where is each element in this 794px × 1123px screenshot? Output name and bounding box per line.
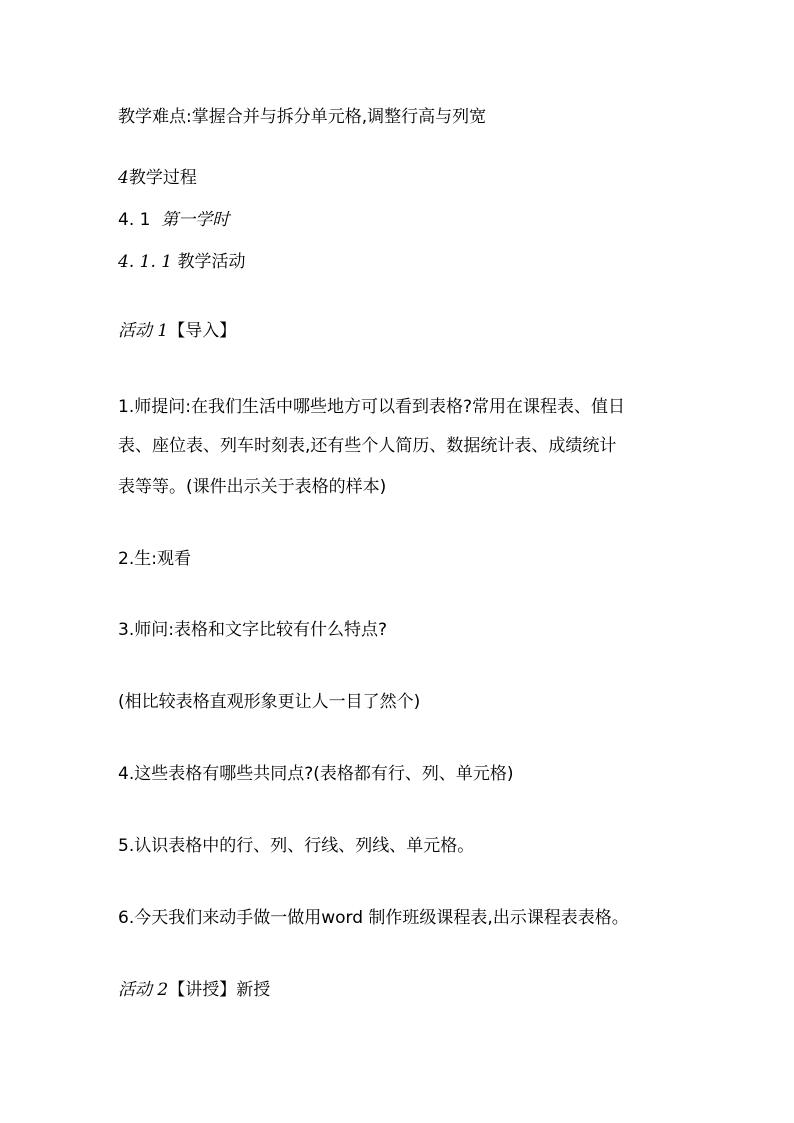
section-number: 4: [118, 168, 129, 188]
paragraph-3-note: (相比较表格直观形象更让人一目了然个): [118, 692, 421, 712]
paragraph-1-line-3: 表等等。(课件出示关于表格的样本): [118, 477, 387, 497]
paragraph-1-line-1: 1.师提问:在我们生活中哪些地方可以看到表格?常用在课程表、值日: [118, 397, 625, 417]
section-title: 教学活动: [177, 252, 246, 272]
activity-label: 活动 2: [118, 980, 169, 1000]
section-number: 4. 1: [118, 210, 151, 230]
paragraph-3: 3.师问:表格和文字比较有什么特点?: [118, 620, 387, 640]
section-title: 第一学时: [161, 210, 230, 230]
paragraph-2: 2.生:观看: [118, 549, 191, 569]
section-heading-4-1: [118, 209, 229, 231]
paragraph-6: 6.今天我们来动手做一做用word 制作班级课程表,出示课程表表格。: [118, 908, 629, 928]
paragraph-1-line-2: 表、座位表、列车时刻表,还有些个人简历、数据统计表、成绩统计: [118, 436, 617, 456]
teaching-difficulty: 教学难点:掌握合并与拆分单元格,调整行高与列宽: [118, 107, 487, 127]
section-heading-4: [118, 167, 197, 189]
paragraph-5: 5.认识表格中的行、列、行线、列线、单元格。: [118, 836, 475, 856]
activity-title: 【导入】: [168, 321, 237, 341]
activity-2-heading: [118, 979, 270, 1001]
section-number: 4. 1. 1: [118, 252, 173, 272]
activity-1-heading: [118, 320, 236, 342]
section-heading-4-1-1: [118, 251, 245, 273]
section-title: 教学过程: [128, 168, 197, 188]
activity-title: 【讲授】新授: [168, 980, 271, 1000]
paragraph-4: 4.这些表格有哪些共同点?(表格都有行、列、单元格): [118, 764, 514, 784]
activity-label: 活动 1: [118, 321, 169, 341]
